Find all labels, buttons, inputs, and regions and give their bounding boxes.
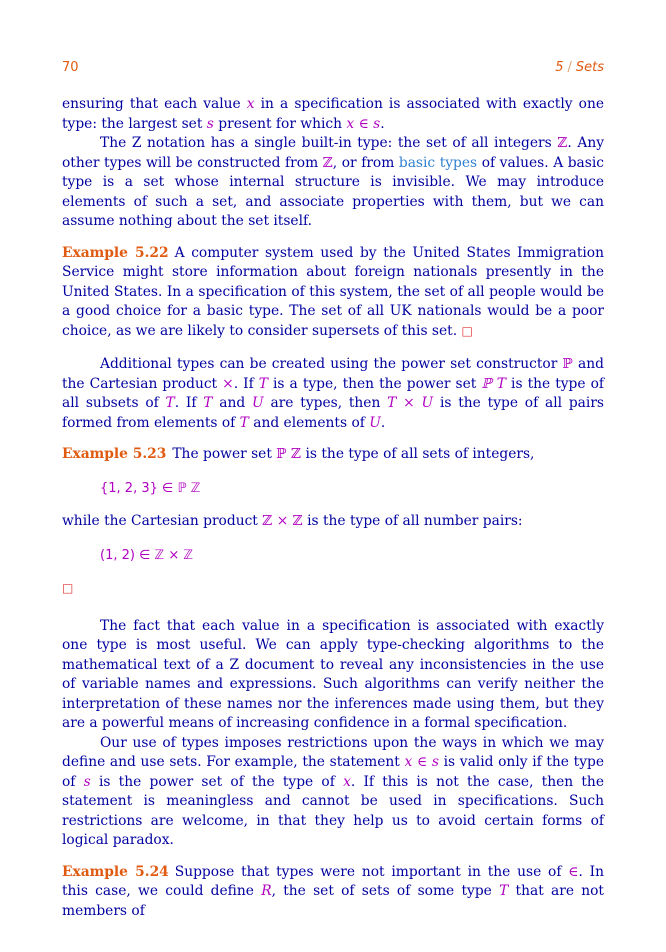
example-5-24: Example 5.24 Suppose that types were not important in the use of ∈. In this case, we could define R, the set of sets of some type T that are not members of — [62, 863, 604, 919]
qed-line — [62, 579, 604, 599]
example-5-23: Example 5.23 The power set ℙ ℤ is the type of all sets of integers, — [62, 446, 535, 462]
chapter-separator: / — [567, 60, 572, 75]
chapter-heading — [555, 60, 604, 75]
example-label: Example 5.22 — [62, 244, 169, 261]
display-formula-power-set: {1, 2, 3} ∈ ℙ ℤ — [100, 480, 201, 496]
paragraph-cartesian-product: while the Cartesian product ℤ × ℤ is the type of all number pairs: — [62, 513, 523, 529]
paragraph-builtin-type: The Z notation has a single built-in type: the set of all integers ℤ. Any other types will be constructed from ℤ, or from basic types of values. A basic type is a set whose internal structure is invisible. We may introduce elements of such a set, and associate properties with them, but we can assume nothing about the set itself. — [62, 135, 605, 229]
paragraph-type-restrictions: Our use of types imposes restrictions upon the ways in which we may define and use sets. For example, the statement x ∈ s is valid only if the type of s is the power set of the type of x. If this is not the case, then the statement is meaningless and cannot be used in specifications. Such restrictions are welcome, in that they help us to avoid certain forms of logical paradox. — [62, 734, 604, 848]
page-body — [62, 95, 604, 921]
example-label: Example 5.24 — [62, 863, 169, 880]
basic-types-link[interactable]: basic types — [398, 154, 478, 171]
qed-symbol: □ — [62, 581, 74, 595]
paragraph-types-intro: ensuring that each value x in a specification is associated with exactly one type: the largest set s present for which x ∈ s. — [62, 96, 604, 132]
example-5-22: Example 5.22 A computer system used by the United States Immigration Service might store information about foreign nationals presently in the United States. In a specification of this system, the set of all people would be a good choice for a basic type. The set of all UK nationals would be a poor choice, as we are likely to consider supersets of this set. □ — [62, 244, 604, 339]
page-number: 70 — [62, 60, 79, 75]
qed-symbol: □ — [461, 323, 473, 338]
example-label: Example 5.23 — [62, 446, 167, 462]
paragraph-type-checking: The fact that each value in a specification is associated with exactly one type is most useful. We can apply type-checking algorithms to the mathematical text of a Z document to reveal any inconsistencies in the use of variable names and expressions. Such algorithms can verify neither the interpretation of these names nor the inferences made using them, but they are a powerful means of increasing confidence in a formal specification. — [62, 617, 604, 731]
display-formula-pairs: (1, 2) ∈ ℤ × ℤ — [100, 547, 194, 563]
chapter-title: Sets — [575, 60, 604, 75]
paragraph-type-constructors: Additional types can be created using the power set constructor ℙ and the Cartesian product ×. If T is a type, then the power set ℙ T is the type of all subsets of T. If T and U are types, then T × U is the type of all pairs formed from elements of T and elements of U. — [62, 356, 605, 431]
chapter-number: 5 — [555, 60, 564, 75]
